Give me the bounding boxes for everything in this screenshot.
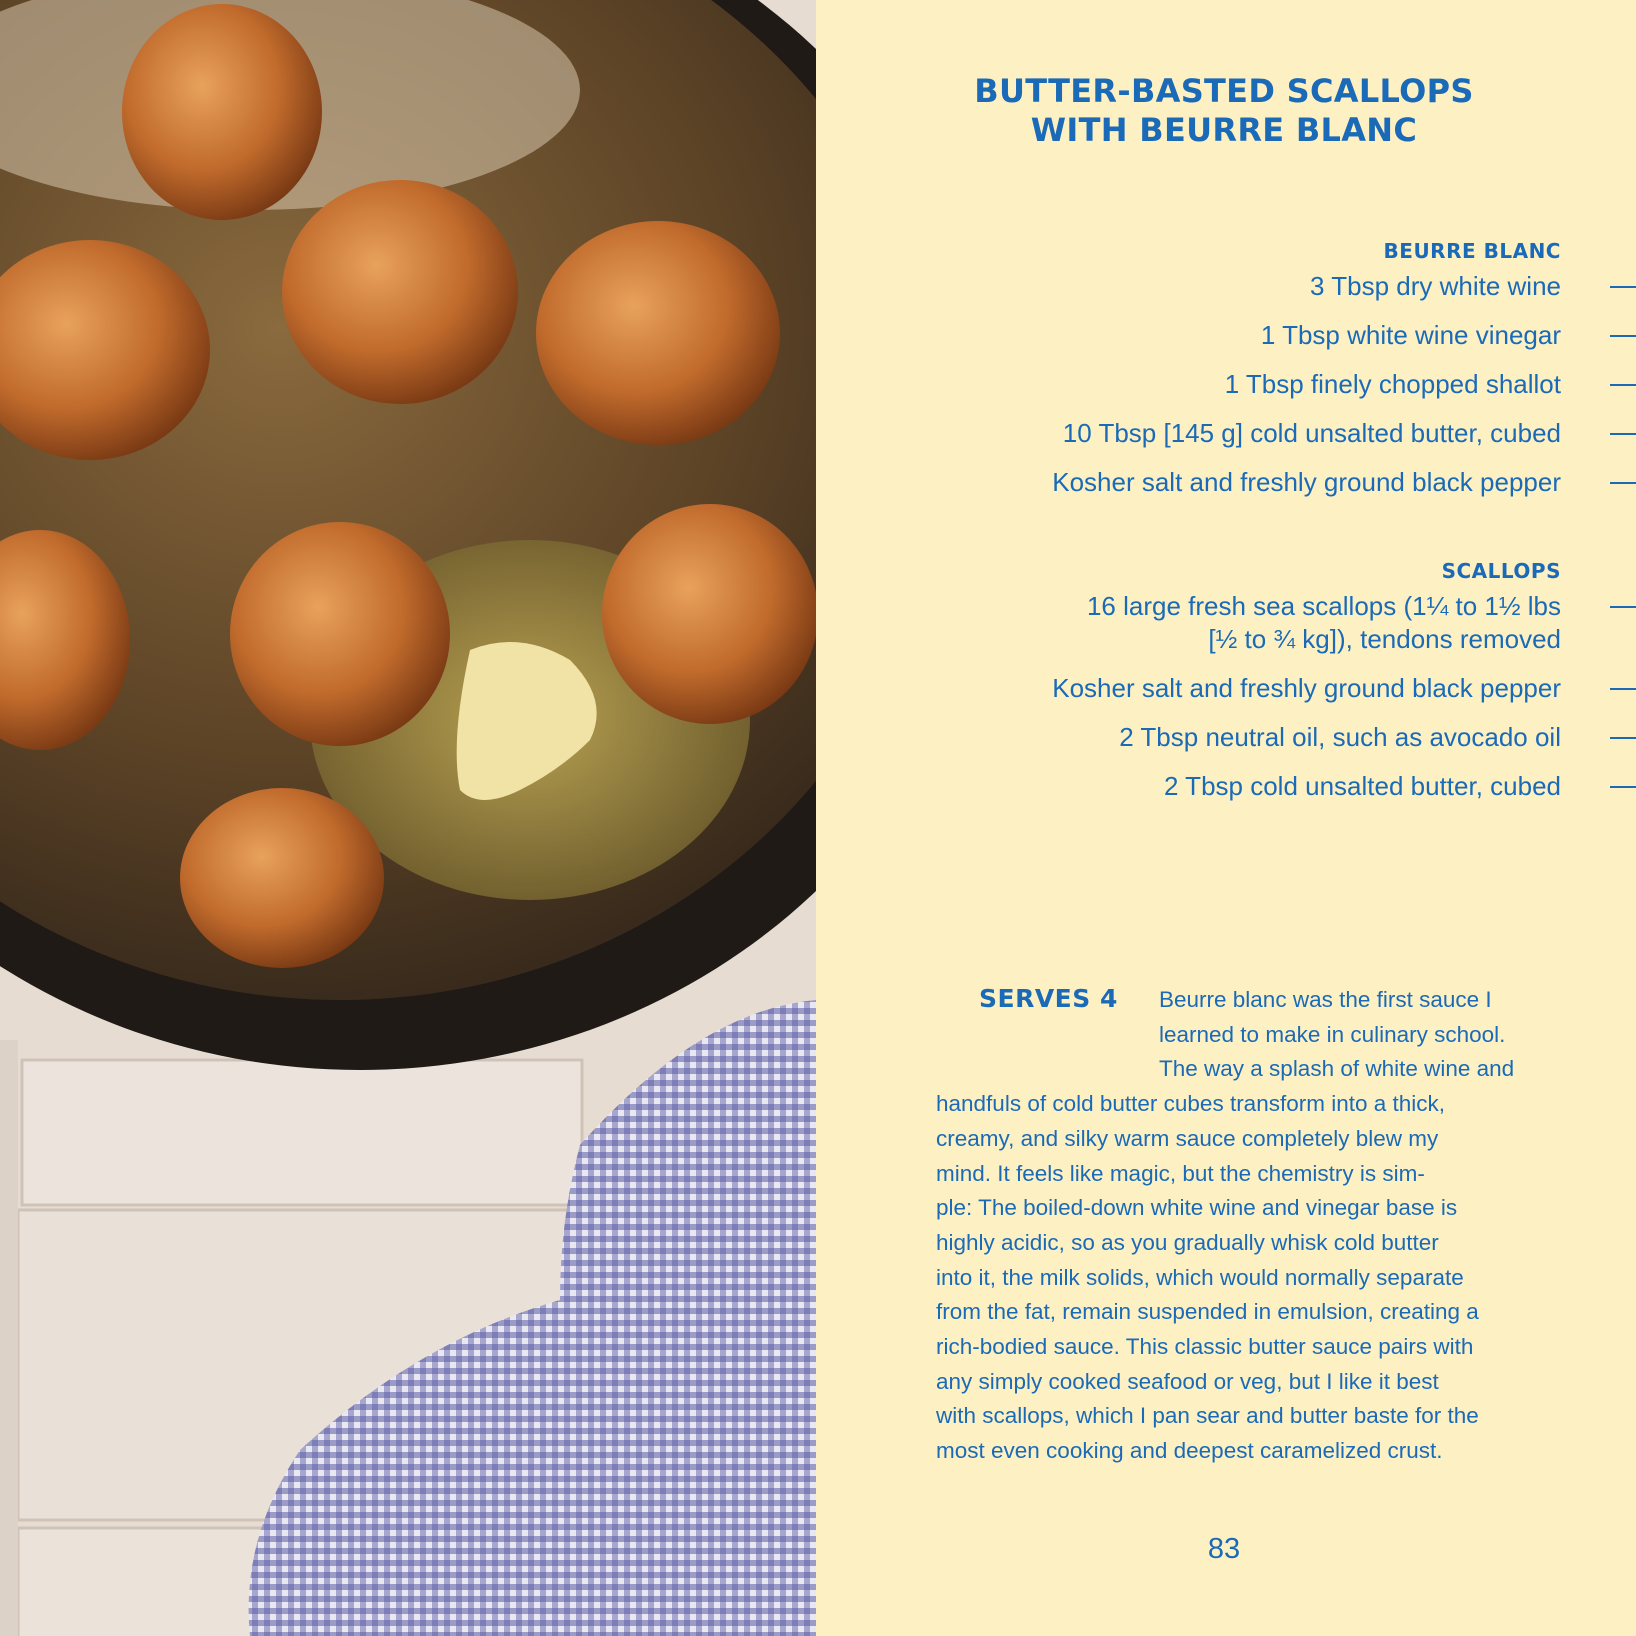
ingredient-item [921, 270, 1561, 303]
recipe-title [816, 72, 1632, 150]
intro-line: Beurre blanc was the first sauce I [1159, 987, 1492, 1012]
ingredient-item [921, 319, 1561, 352]
ingredient-text: 3 Tbsp dry white wine [1310, 271, 1561, 301]
ingredient-tick [1610, 433, 1636, 435]
intro-line: creamy, and silky warm sauce completely blew my [936, 1125, 1439, 1151]
recipe-title-line-2: WITH BEURRE BLANC [1030, 111, 1418, 149]
intro-line: with scallops, which I pan sear and butter baste for the [936, 1403, 1479, 1429]
ingredient-text: 2 Tbsp neutral oil, such as avocado oil [1119, 722, 1561, 752]
ingredient-tick [1610, 606, 1636, 608]
ingredient-tick [1610, 335, 1636, 337]
ingredient-text: Kosher salt and freshly ground black pepper [1052, 673, 1561, 703]
ingredient-text: Kosher salt and freshly ground black pepper [1052, 467, 1561, 497]
ingredient-item [921, 417, 1561, 450]
ingredient-item [921, 721, 1561, 754]
ingredient-tick [1610, 384, 1636, 386]
ingredient-text: 2 Tbsp cold unsalted butter, cubed [1163, 771, 1561, 801]
ingredient-list [921, 590, 1561, 803]
recipe-title-line-1: BUTTER-BASTED SCALLOPS [974, 72, 1474, 110]
intro-line: highly acidic, so as you gradually whisk cold butter [936, 1229, 1439, 1255]
scallops-pan-illustration [0, 0, 816, 1636]
ingredients-beurre-blanc [921, 238, 1561, 515]
intro-line: most even cooking and deepest caramelized crust. [936, 1438, 1443, 1464]
ingredient-item [921, 672, 1561, 705]
ingredient-tick [1610, 688, 1636, 690]
ingredient-list [921, 270, 1561, 499]
ingredient-item [921, 770, 1561, 803]
ingredients-scallops [921, 558, 1561, 819]
section-heading: SCALLOPS [1441, 559, 1561, 583]
ingredient-item [921, 590, 1561, 656]
recipe-intro [936, 983, 1561, 1469]
page-number: 83 [1207, 1533, 1241, 1565]
intro-line: The way a splash of white wine and [1159, 1056, 1515, 1082]
intro-line: any simply cooked seafood or veg, but I like it best [936, 1368, 1439, 1394]
ingredient-tick [1610, 737, 1636, 739]
intro-line: ple: The boiled-down white wine and vinegar base is [936, 1195, 1458, 1221]
ingredient-tick [1610, 786, 1636, 788]
ingredient-tick [1610, 482, 1636, 484]
intro-line: into it, the milk solids, which would normally separate [936, 1264, 1464, 1290]
ingredient-tick [1610, 286, 1636, 288]
ingredient-text: 1 Tbsp finely chopped shallot [1224, 369, 1561, 399]
intro-line: learned to make in culinary school. [1159, 1021, 1506, 1047]
ingredient-text: 10 Tbsp [145 g] cold unsalted butter, cubed [1062, 418, 1561, 448]
serves-label: SERVES 4 [979, 984, 1118, 1013]
ingredient-item [921, 368, 1561, 401]
intro-line: handfuls of cold butter cubes transform into a thick, [936, 1091, 1446, 1117]
ingredient-text: 1 Tbsp white wine vinegar [1260, 320, 1561, 350]
section-heading: BEURRE BLANC [1383, 239, 1561, 263]
intro-line: mind. It feels like magic, but the chemistry is sim- [936, 1160, 1425, 1186]
recipe-photo [0, 0, 816, 1636]
recipe-page [816, 0, 1636, 1636]
intro-line: from the fat, remain suspended in emulsion, creating a [936, 1299, 1479, 1325]
ingredient-item [921, 466, 1561, 499]
ingredient-text: 16 large fresh sea scallops (1¼ to 1½ lbs [½ to ¾ kg]), tendons removed [1086, 591, 1561, 654]
intro-line: rich-bodied sauce. This classic butter sauce pairs with [936, 1334, 1474, 1360]
